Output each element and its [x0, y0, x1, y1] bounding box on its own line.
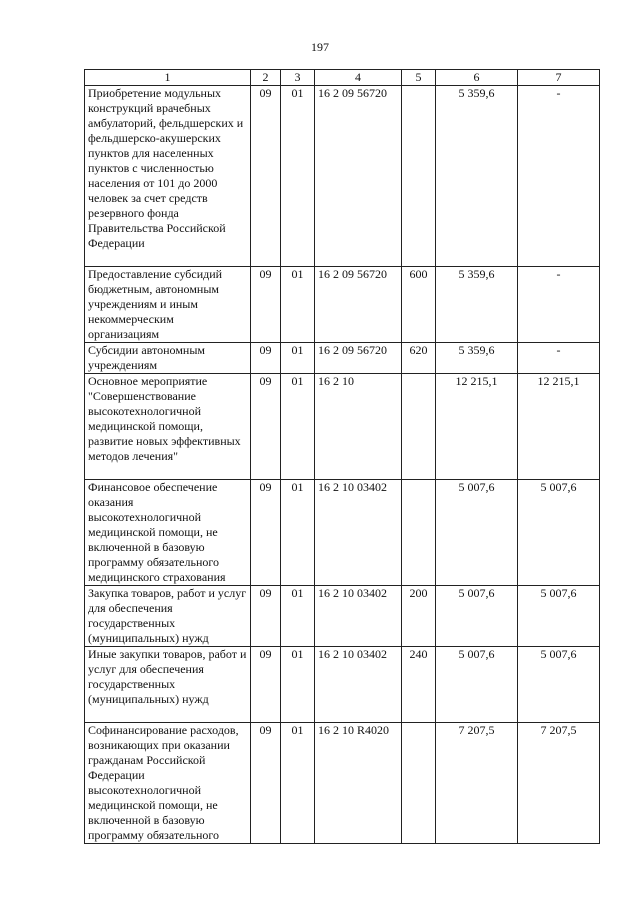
column-header: 1: [85, 70, 251, 86]
row-name-cell: Закупка товаров, работ и услуг для обеспечения государственных (муниципальных) нужд: [85, 586, 251, 647]
table-header-row: [85, 70, 600, 86]
row-name-cell: Предоставление субсидий бюджетным, автономным учреждениям и иным некоммерческим организациям: [85, 267, 251, 343]
column-header: 5: [402, 70, 436, 86]
target-article-cell: 16 2 10 03402: [315, 480, 402, 586]
budget-table: [84, 69, 600, 844]
row-name-cell: Приобретение модульных конструкций врачебных амбулаторий, фельдшерских и фельдшерско-акушерских пунктов для населенных пунктов с численностью населения от 101 до 2000 человек за счет средств резервного фонда Правительства Российской Федерации: [85, 86, 251, 267]
target-article-cell: 16 2 10 03402: [315, 647, 402, 723]
row-name-cell: Софинансирование расходов, возникающих при оказании гражданам Российской Федерации высокотехнологичной медицинской помощи, не включенной в базовую программу обязательного: [85, 723, 251, 844]
expense-type-cell: 240: [402, 647, 436, 723]
expense-type-cell: 620: [402, 343, 436, 374]
row-name-cell: Иные закупки товаров, работ и услуг для обеспечения государственных (муниципальных) нужд: [85, 647, 251, 723]
expense-type-cell: 600: [402, 267, 436, 343]
amount-col7-cell: 7 207,5: [518, 723, 600, 844]
amount-col7-cell: 5 007,6: [518, 480, 600, 586]
table-row: [85, 86, 600, 267]
column-header: 3: [281, 70, 315, 86]
table-row: [85, 267, 600, 343]
column-header: 7: [518, 70, 600, 86]
amount-col6-cell: 12 215,1: [436, 374, 518, 480]
table-row: [85, 586, 600, 647]
expense-type-cell: [402, 374, 436, 480]
expense-type-cell: [402, 480, 436, 586]
subsection-cell: 01: [281, 480, 315, 586]
column-header: 4: [315, 70, 402, 86]
subsection-cell: 01: [281, 267, 315, 343]
subsection-cell: 01: [281, 86, 315, 267]
section-cell: 09: [251, 586, 281, 647]
amount-col6-cell: 7 207,5: [436, 723, 518, 844]
page-number: 197: [311, 40, 329, 54]
subsection-cell: 01: [281, 586, 315, 647]
table-row: [85, 647, 600, 723]
amount-col6-cell: 5 359,6: [436, 86, 518, 267]
expense-type-cell: [402, 723, 436, 844]
section-cell: 09: [251, 723, 281, 844]
amount-col6-cell: 5 007,6: [436, 480, 518, 586]
subsection-cell: 01: [281, 647, 315, 723]
section-cell: 09: [251, 343, 281, 374]
target-article-cell: 16 2 10 03402: [315, 586, 402, 647]
expense-type-cell: 200: [402, 586, 436, 647]
amount-col6-cell: 5 007,6: [436, 586, 518, 647]
amount-col7-cell: 5 007,6: [518, 586, 600, 647]
row-name-cell: Финансовое обеспечение оказания высокотехнологичной медицинской помощи, не включенной в базовую программу обязательного медицинского страхования: [85, 480, 251, 586]
amount-col7-cell: 5 007,6: [518, 647, 600, 723]
subsection-cell: 01: [281, 374, 315, 480]
subsection-cell: 01: [281, 343, 315, 374]
amount-col7-cell: -: [518, 86, 600, 267]
amount-col7-cell: -: [518, 343, 600, 374]
expense-type-cell: [402, 86, 436, 267]
amount-col6-cell: 5 359,6: [436, 343, 518, 374]
column-header: 6: [436, 70, 518, 86]
column-header: 2: [251, 70, 281, 86]
target-article-cell: 16 2 09 56720: [315, 343, 402, 374]
table-row: [85, 480, 600, 586]
amount-col6-cell: 5 359,6: [436, 267, 518, 343]
section-cell: 09: [251, 480, 281, 586]
section-cell: 09: [251, 86, 281, 267]
subsection-cell: 01: [281, 723, 315, 844]
row-name-cell: Основное мероприятие "Совершенствование высокотехнологичной медицинской помощи, развитие новых эффективных методов лечения": [85, 374, 251, 480]
target-article-cell: 16 2 10 R4020: [315, 723, 402, 844]
amount-col7-cell: 12 215,1: [518, 374, 600, 480]
row-name-cell: Субсидии автономным учреждениям: [85, 343, 251, 374]
target-article-cell: 16 2 10: [315, 374, 402, 480]
section-cell: 09: [251, 647, 281, 723]
target-article-cell: 16 2 09 56720: [315, 267, 402, 343]
table-row: [85, 374, 600, 480]
table-row: [85, 723, 600, 844]
amount-col6-cell: 5 007,6: [436, 647, 518, 723]
section-cell: 09: [251, 267, 281, 343]
table-row: [85, 343, 600, 374]
target-article-cell: 16 2 09 56720: [315, 86, 402, 267]
section-cell: 09: [251, 374, 281, 480]
amount-col7-cell: -: [518, 267, 600, 343]
